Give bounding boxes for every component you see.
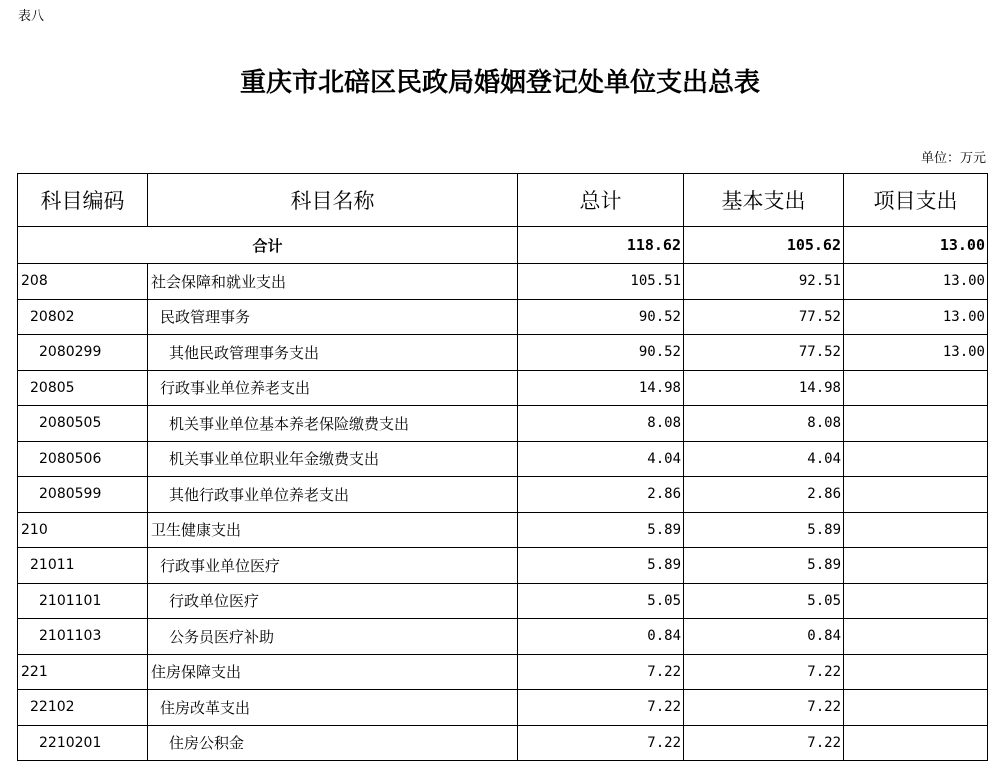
row-project: 13.00	[844, 299, 988, 335]
row-project	[844, 690, 988, 726]
row-basic: 14.98	[684, 370, 844, 406]
table-row	[18, 335, 988, 371]
row-code: 2080506	[18, 441, 148, 477]
total-label: 合计	[18, 227, 518, 264]
total-project: 13.00	[844, 227, 988, 264]
row-name: 其他行政事业单位养老支出	[148, 477, 518, 513]
row-code: 2080599	[18, 477, 148, 513]
table-row	[18, 406, 988, 442]
table-row	[18, 477, 988, 513]
row-total: 7.22	[518, 690, 684, 726]
row-total: 5.05	[518, 583, 684, 619]
row-project: 13.00	[844, 264, 988, 300]
total-total: 118.62	[518, 227, 684, 264]
table-row	[18, 370, 988, 406]
total-basic: 105.62	[684, 227, 844, 264]
row-project	[844, 406, 988, 442]
row-name: 住房改革支出	[148, 690, 518, 726]
row-name: 机关事业单位职业年金缴费支出	[148, 441, 518, 477]
total-row	[18, 227, 988, 264]
row-name: 卫生健康支出	[148, 512, 518, 548]
row-basic: 77.52	[684, 335, 844, 371]
row-code: 2101103	[18, 619, 148, 655]
row-total: 2.86	[518, 477, 684, 513]
row-name: 住房保障支出	[148, 654, 518, 690]
row-basic: 0.84	[684, 619, 844, 655]
row-project	[844, 583, 988, 619]
row-name: 其他民政管理事务支出	[148, 335, 518, 371]
row-basic: 77.52	[684, 299, 844, 335]
table-row	[18, 299, 988, 335]
row-code: 21011	[18, 548, 148, 584]
header-project: 项目支出	[844, 174, 988, 227]
header-row	[18, 174, 988, 227]
row-project	[844, 725, 988, 761]
row-name: 公务员医疗补助	[148, 619, 518, 655]
unit-label: 单位：万元	[920, 151, 986, 166]
table-row	[18, 548, 988, 584]
row-total: 7.22	[518, 654, 684, 690]
row-total: 7.22	[518, 725, 684, 761]
row-total: 14.98	[518, 370, 684, 406]
header-code: 科目编码	[18, 174, 148, 227]
row-basic: 4.04	[684, 441, 844, 477]
row-basic: 8.08	[684, 406, 844, 442]
row-code: 210	[18, 512, 148, 548]
header-basic: 基本支出	[684, 174, 844, 227]
table-row	[18, 619, 988, 655]
row-basic: 5.89	[684, 512, 844, 548]
row-project	[844, 477, 988, 513]
table-number-label: 表八	[18, 9, 45, 24]
row-project	[844, 548, 988, 584]
row-project	[844, 654, 988, 690]
table-row	[18, 441, 988, 477]
row-name: 社会保障和就业支出	[148, 264, 518, 300]
table-row	[18, 690, 988, 726]
table-row	[18, 512, 988, 548]
row-project	[844, 619, 988, 655]
row-basic: 7.22	[684, 725, 844, 761]
header-name: 科目名称	[148, 174, 518, 227]
row-code: 2080505	[18, 406, 148, 442]
row-basic: 2.86	[684, 477, 844, 513]
row-total: 5.89	[518, 548, 684, 584]
row-total: 5.89	[518, 512, 684, 548]
row-project: 13.00	[844, 335, 988, 371]
row-project	[844, 512, 988, 548]
row-code: 2210201	[18, 725, 148, 761]
row-name: 住房公积金	[148, 725, 518, 761]
expenditure-table	[17, 173, 988, 761]
row-basic: 92.51	[684, 264, 844, 300]
row-code: 2101101	[18, 583, 148, 619]
row-total: 90.52	[518, 335, 684, 371]
row-basic: 5.05	[684, 583, 844, 619]
page-title: 重庆市北碚区民政局婚姻登记处单位支出总表	[239, 68, 760, 98]
row-basic: 7.22	[684, 690, 844, 726]
header-total: 总计	[518, 174, 684, 227]
row-name: 民政管理事务	[148, 299, 518, 335]
table-row	[18, 583, 988, 619]
row-code: 221	[18, 654, 148, 690]
row-total: 4.04	[518, 441, 684, 477]
row-basic: 5.89	[684, 548, 844, 584]
table-row	[18, 654, 988, 690]
row-code: 208	[18, 264, 148, 300]
row-name: 行政事业单位医疗	[148, 548, 518, 584]
table-row	[18, 264, 988, 300]
row-code: 22102	[18, 690, 148, 726]
row-project	[844, 441, 988, 477]
row-code: 20805	[18, 370, 148, 406]
row-name: 机关事业单位基本养老保险缴费支出	[148, 406, 518, 442]
row-name: 行政单位医疗	[148, 583, 518, 619]
row-code: 2080299	[18, 335, 148, 371]
row-total: 105.51	[518, 264, 684, 300]
table-row	[18, 725, 988, 761]
row-total: 0.84	[518, 619, 684, 655]
row-name: 行政事业单位养老支出	[148, 370, 518, 406]
row-code: 20802	[18, 299, 148, 335]
row-total: 90.52	[518, 299, 684, 335]
row-project	[844, 370, 988, 406]
row-total: 8.08	[518, 406, 684, 442]
row-basic: 7.22	[684, 654, 844, 690]
